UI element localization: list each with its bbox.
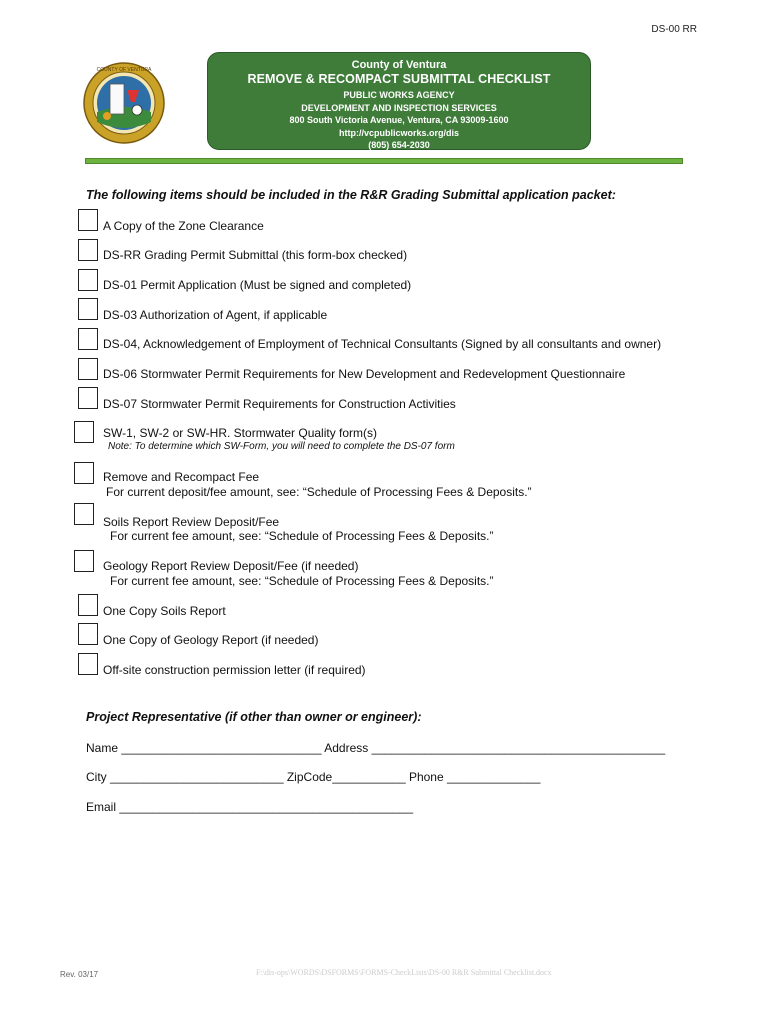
checklist-item-label: Geology Report Review Deposit/Fee (if needed)	[103, 559, 359, 573]
county-seal-logo	[83, 62, 165, 144]
checklist-intro: The following items should be included in the R&R Grading Submittal application packet:	[86, 188, 616, 202]
checklist-item-subtext: For current fee amount, see: “Schedule of Processing Fees & Deposits.”	[110, 574, 494, 588]
checkbox-soils-fee[interactable]	[74, 503, 94, 525]
checkbox-ds-03[interactable]	[78, 298, 98, 320]
checkbox-ds-01[interactable]	[78, 269, 98, 291]
checkbox-ds-06[interactable]	[78, 358, 98, 380]
agency-phone: (805) 654-2030	[368, 140, 430, 150]
checkbox-ds-rr[interactable]	[78, 239, 98, 261]
checkbox-zone-clearance[interactable]	[78, 209, 98, 231]
checklist-item-subtext: For current deposit/fee amount, see: “Schedule of Processing Fees & Deposits.”	[106, 485, 532, 499]
checklist-item-label: One Copy Soils Report	[103, 604, 226, 618]
checklist-item-label: SW-1, SW-2 or SW-HR. Stormwater Quality form(s)	[103, 426, 378, 440]
checklist-item-label: DS-01 Permit Application (Must be signed and completed)	[103, 278, 412, 292]
file-path: F:\dis-ops\WORDS\DSFORMS\FORMS-CheckLists\DS-00 R&R Submittal Checklist.docx	[256, 968, 552, 977]
svg-text:COUNTY OF VENTURA: COUNTY OF VENTURA	[96, 67, 152, 73]
checkbox-geology-report[interactable]	[78, 623, 98, 645]
checklist-item-label: Remove and Recompact Fee	[103, 470, 260, 484]
agency-name: PUBLIC WORKS AGENCY	[343, 90, 455, 100]
division-name: DEVELOPMENT AND INSPECTION SERVICES	[301, 102, 497, 113]
checklist-item-label: DS-07 Stormwater Permit Requirements for Construction Activities	[103, 397, 456, 411]
checkbox-rr-fee[interactable]	[74, 462, 94, 484]
checklist-item-subtext: For current fee amount, see: “Schedule of Processing Fees & Deposits.”	[110, 529, 494, 543]
checkbox-geology-fee[interactable]	[74, 550, 94, 572]
checklist-item-label: One Copy of Geology Report (if needed)	[103, 633, 319, 647]
revision-date: Rev. 03/17	[60, 970, 99, 979]
form-code: DS-00 RR	[651, 24, 697, 35]
agency-address: 800 South Victoria Avenue, Ventura, CA 93009-1600	[289, 115, 509, 125]
checklist-item-label: A Copy of the Zone Clearance	[103, 219, 264, 233]
header-banner	[207, 52, 591, 150]
header-divider	[85, 158, 683, 164]
checklist-item-label: Soils Report Review Deposit/Fee	[103, 515, 280, 529]
checkbox-sw-forms[interactable]	[74, 421, 94, 443]
checklist-item-label: DS-06 Stormwater Permit Requirements for New Development and Redevelopment Questionnaire	[103, 367, 626, 381]
form-title: REMOVE & RECOMPACT SUBMITTAL CHECKLIST	[247, 72, 551, 86]
checkbox-offsite-letter[interactable]	[78, 653, 98, 675]
checklist-item-label: DS-RR Grading Permit Submittal (this form-box checked)	[103, 248, 408, 262]
checklist-item-label: Off-site construction permission letter (if required)	[103, 663, 366, 677]
checkbox-ds-07[interactable]	[78, 387, 98, 409]
checklist-item-note: Note: To determine which SW-Form, you will need to complete the DS-07 form	[108, 441, 455, 452]
email-field[interactable]: Email ____________________________________________	[86, 800, 413, 814]
checklist-item-label: DS-04, Acknowledgement of Employment of Technical Consultants (Signed by all consultants and owner)	[103, 337, 662, 351]
checkbox-ds-04[interactable]	[78, 328, 98, 350]
agency-website-link[interactable]: http://vcpublicworks.org/dis	[338, 127, 459, 138]
city-zip-phone-field[interactable]: City __________________________ ZipCode___________ Phone ______________	[86, 770, 541, 784]
representative-heading: Project Representative (if other than owner or engineer):	[86, 710, 422, 724]
name-address-field[interactable]: Name ______________________________ Address ____________________________________________	[86, 741, 666, 755]
county-name: County of Ventura	[351, 59, 447, 71]
checkbox-soils-report[interactable]	[78, 594, 98, 616]
checklist-item-label: DS-03 Authorization of Agent, if applicable	[103, 308, 328, 322]
